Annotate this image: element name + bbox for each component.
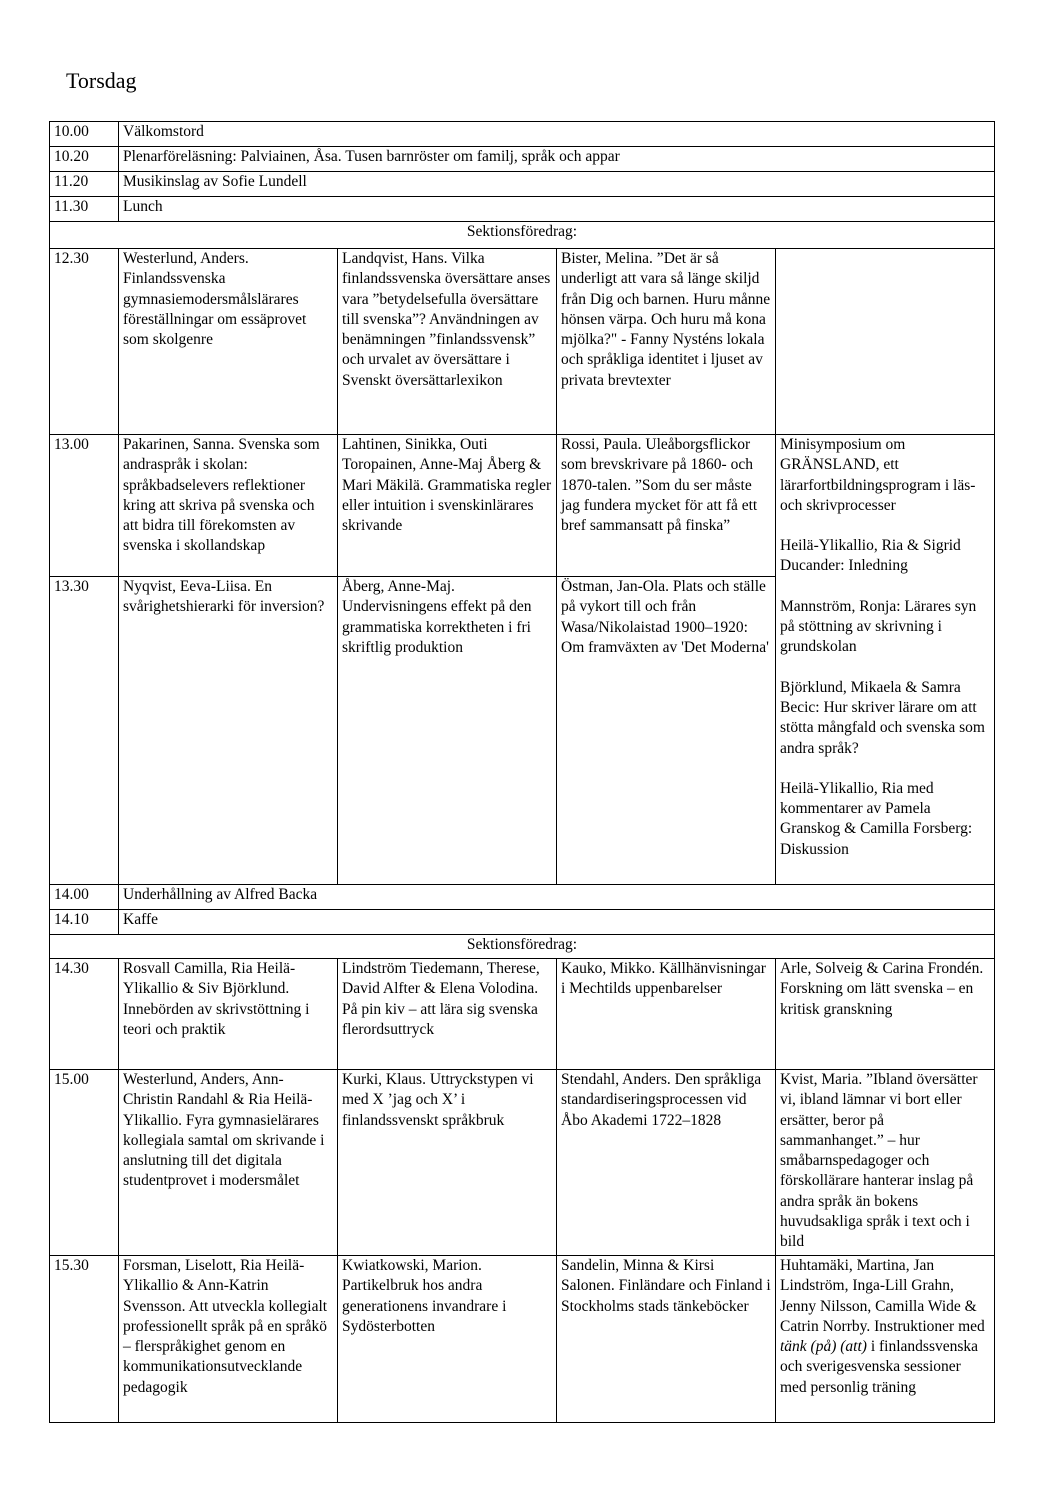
- talk-cell: [776, 1256, 995, 1423]
- table-row: [50, 122, 995, 147]
- table-row: [50, 435, 995, 577]
- symposium-item: Heilä-Ylikallio, Ria med kommentarer av Pamela Granskog & Camilla Forsberg: Diskussion: [780, 779, 973, 858]
- symposium-item: Heilä-Ylikallio, Ria & Sigrid Ducander: Inledning: [780, 537, 961, 575]
- talk-cell: Kvist, Maria. ”Ibland översätter vi, ibland lämnar vi bort eller ersätter, beror på sammanhanget.” – hur småbarnspedagoger och förskollärare hanterar inslag på andra språk än bokens huvudsakliga språk i text och i bild: [776, 1070, 995, 1256]
- talk-cell: Östman, Jan-Ola. Plats och ställe på vykort till och från Wasa/Nikolaistad 1900–1920: Om framväxten av 'Det Moderna': [557, 577, 776, 885]
- time-cell: 13.30: [50, 577, 119, 885]
- page-title: Torsdag: [66, 68, 137, 93]
- talk-emphasis: tänk (på) (att): [780, 1338, 867, 1356]
- talk-cell: Lindström Tiedemann, Therese, David Alfter & Elena Volodina. På pin kiv – att lära sig svenska flerordsuttryck: [338, 959, 557, 1070]
- talk-cell: Stendahl, Anders. Den språkliga standardiseringsprocessen vid Åbo Akademi 1722–1828: [557, 1070, 776, 1256]
- table-row: [50, 1070, 995, 1256]
- talk-cell: Nyqvist, Eeva-Liisa. En svårighetshierarki för inversion?: [119, 577, 338, 885]
- time-cell: 15.30: [50, 1256, 119, 1423]
- section-header-row: [50, 222, 995, 249]
- symposium-item: Mannström, Ronja: Lärares syn på stöttning av skrivning i grundskolan: [780, 597, 977, 656]
- talk-cell: Pakarinen, Sanna. Svenska som andraspråk i skolan: språkbadselevers reflektioner kring att skriva på svenska och att bidra till förekomsten av svenska i skollandskap: [119, 435, 338, 577]
- section-heading: Sektionsföredrag:: [50, 935, 995, 959]
- time-cell: 10.20: [50, 147, 119, 172]
- time-cell: 10.00: [50, 122, 119, 147]
- talk-cell: Westerlund, Anders. Finlandssvenska gymnasiemodersmålslärares föreställningar om essäprovet som skolgenre: [119, 249, 338, 435]
- event-cell: Musikinslag av Sofie Lundell: [119, 172, 995, 197]
- talk-cell: Kauko, Mikko. Källhänvisningar i Mechtilds uppenbarelser: [557, 959, 776, 1070]
- talk-text: Huhtamäki, Martina, Jan Lindström, Inga-Lill Grahn, Jenny Nilsson, Camilla Wide & Catrin Norrby. Instruktioner med: [780, 1257, 985, 1335]
- event-cell: Kaffe: [119, 910, 995, 935]
- talk-cell: Bister, Melina. ”Det är så underligt att vara så länge skiljd från Dig och barnen. Huru månne hönsen värpa. Och huru må kona mjölka?" - Fanny Nysténs lokala och språkliga identitet i ljuset av privata brevtexter: [557, 249, 776, 435]
- symposium-title: Minisymposium om GRÄNSLAND, ett lärarfortbildningsprogram i läs- och skrivprocesser: [780, 436, 976, 514]
- talk-cell: Rosvall Camilla, Ria Heilä-Ylikallio & Siv Björklund. Innebörden av skrivstöttning i teori och praktik: [119, 959, 338, 1070]
- table-row: [50, 910, 995, 935]
- time-cell: 14.10: [50, 910, 119, 935]
- talk-cell: Arle, Solveig & Carina Frondén. Forskning om lätt svenska – en kritisk granskning: [776, 959, 995, 1070]
- talk-cell: Westerlund, Anders, Ann-Christin Randahl & Ria Heilä-Ylikallio. Fyra gymnasielärares kollegiala samtal om skrivande i anslutning till det digitala studentprovet i modersmålet: [119, 1070, 338, 1256]
- time-cell: 14.00: [50, 885, 119, 910]
- table-row: [50, 147, 995, 172]
- talk-cell: Forsman, Liselott, Ria Heilä-Ylikallio & Ann-Katrin Svensson. Att utveckla kollegialt professionellt språk på en språkö – flerspråkighet genom en kommunikationsutvecklande pedagogik: [119, 1256, 338, 1423]
- section-heading: Sektionsföredrag:: [50, 222, 995, 249]
- event-cell: Välkomstord: [119, 122, 995, 147]
- table-row: [50, 885, 995, 910]
- event-cell: Plenarföreläsning: Palviainen, Åsa. Tusen barnröster om familj, språk och appar: [119, 147, 995, 172]
- talk-cell: Rossi, Paula. Uleåborgsflickor som brevskrivare på 1860- och 1870-talen. ”Som du ser måste jag fundera mycket för att få ett bref sammansatt på finska”: [557, 435, 776, 577]
- section-header-row: [50, 935, 995, 959]
- talk-cell: Kwiatkowski, Marion. Partikelbruk hos andra generationens invandrare i Sydösterbotten: [338, 1256, 557, 1423]
- table-row: [50, 249, 995, 435]
- talk-cell: Landqvist, Hans. Vilka finlandssvenska översättare anses vara ”betydelsefulla översättare till svenska”? Användningen av benämningen ”finlandssvensk” och urvalet av översättare i Svenskt översättarlexikon: [338, 249, 557, 435]
- symposium-cell: [776, 435, 995, 885]
- talk-text: i finlandssvenska och sverigesvenska sessioner med personlig träning: [780, 1338, 979, 1396]
- time-cell: 15.00: [50, 1070, 119, 1256]
- time-cell: 13.00: [50, 435, 119, 577]
- time-cell: 11.30: [50, 197, 119, 222]
- talk-cell: Kurki, Klaus. Uttryckstypen vi med X ’jag och X’ i finlandssvenskt språkbruk: [338, 1070, 557, 1256]
- talk-cell: Sandelin, Minna & Kirsi Salonen. Finländare och Finland i Stockholms stads tänkeböcker: [557, 1256, 776, 1423]
- event-cell: Underhållning av Alfred Backa: [119, 885, 995, 910]
- table-row: [50, 1256, 995, 1423]
- talk-cell: Lahtinen, Sinikka, Outi Toropainen, Anne-Maj Åberg & Mari Mäkilä. Grammatiska regler eller intuition i svenskinlärares skrivande: [338, 435, 557, 577]
- table-row: [50, 959, 995, 1070]
- time-cell: 14.30: [50, 959, 119, 1070]
- symposium-item: Björklund, Mikaela & Samra Becic: Hur skriver lärare om att stötta mångfald och svenska som andra språk?: [780, 678, 985, 757]
- table-row: [50, 197, 995, 222]
- time-cell: 12.30: [50, 249, 119, 435]
- time-cell: 11.20: [50, 172, 119, 197]
- talk-cell: Åberg, Anne-Maj. Undervisningens effekt på den grammatiska korrektheten i fri skriftlig produktion: [338, 577, 557, 885]
- schedule-table: [49, 121, 995, 1423]
- talk-cell: [776, 249, 995, 435]
- table-row: [50, 172, 995, 197]
- event-cell: Lunch: [119, 197, 995, 222]
